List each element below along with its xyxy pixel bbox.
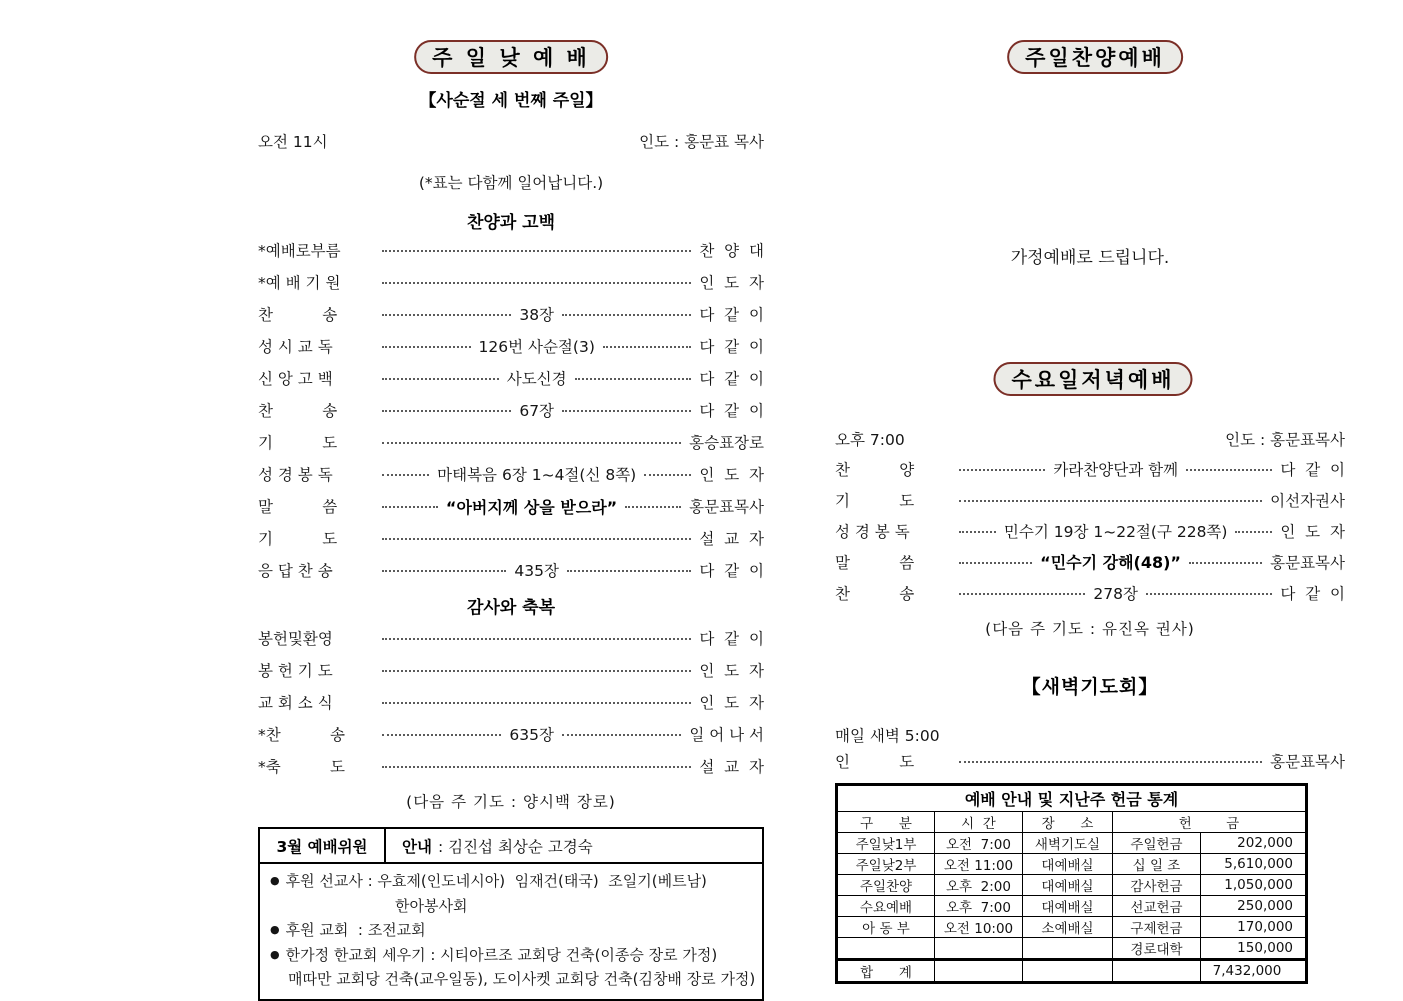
dotted-leader bbox=[382, 346, 471, 348]
dotted-leader bbox=[382, 250, 691, 252]
cell-time: 오전 7:00 bbox=[935, 833, 1023, 854]
item-label: 기 도 bbox=[835, 491, 915, 510]
dotted-leader bbox=[959, 761, 1262, 763]
dotted-leader bbox=[382, 570, 506, 572]
guide-names: : 김진섭 최상순 고경숙 bbox=[437, 837, 593, 856]
dotted-leader bbox=[382, 766, 691, 768]
table-title: 예배 안내 및 지난주 헌금 통계 bbox=[837, 785, 1307, 812]
cell-category: 수요예배 bbox=[837, 896, 935, 917]
item-performer: 설 교 자 bbox=[699, 530, 764, 548]
item-label: 성 경 봉 독 bbox=[258, 466, 333, 484]
worship-row bbox=[258, 622, 764, 654]
item-performer: 인 도 자 bbox=[699, 662, 764, 680]
church-planting-line-2 bbox=[268, 967, 754, 992]
cell-place: 새벽기도실 bbox=[1023, 833, 1113, 854]
worship-row bbox=[258, 362, 764, 394]
table-row bbox=[837, 854, 1307, 875]
dawn-prayer-time: 매일 새벽 5:00 bbox=[835, 727, 940, 745]
cell-category: 주일낮2부 bbox=[837, 854, 935, 875]
day-worship-title-badge bbox=[414, 40, 608, 74]
bullet-icon: ● bbox=[270, 947, 280, 961]
worship-row bbox=[835, 453, 1345, 484]
dotted-leader bbox=[562, 314, 691, 316]
item-detail: 635장 bbox=[509, 726, 554, 744]
worship-row bbox=[835, 484, 1345, 515]
dawn-prayer-title: 【새벽기도회】 bbox=[1021, 676, 1159, 698]
missionary-support-line bbox=[268, 869, 754, 894]
item-performer: 다 같 이 bbox=[1280, 460, 1346, 479]
cell-time: 오전 11:00 bbox=[935, 854, 1023, 875]
lent-subtitle: 【사순절 세 번째 주일】 bbox=[419, 91, 603, 111]
worship-row bbox=[258, 330, 764, 362]
bulletin-left-page bbox=[258, 0, 764, 992]
worship-row bbox=[258, 654, 764, 686]
church-planting-line bbox=[268, 943, 754, 968]
dotted-leader bbox=[382, 282, 691, 284]
col-header-offering: 헌 금 bbox=[1113, 812, 1307, 833]
total-label: 합 계 bbox=[837, 960, 935, 983]
cell-offering-name: 주일헌금 bbox=[1113, 833, 1201, 854]
item-performer: 다 같 이 bbox=[699, 562, 765, 580]
service-time: 오전 11시 bbox=[258, 133, 328, 151]
committee-box-header bbox=[260, 829, 762, 864]
dotted-leader bbox=[382, 734, 501, 736]
item-label: 성 경 봉 독 bbox=[835, 522, 910, 541]
item-label: 성 시 교 독 bbox=[258, 338, 333, 356]
march-committee-label: 3월 예배위원 bbox=[260, 829, 386, 862]
item-detail: 카라찬양단과 함께 bbox=[1053, 460, 1179, 479]
cell-place: 대예배실 bbox=[1023, 875, 1113, 896]
worship-row bbox=[258, 554, 764, 586]
item-detail: 126번 사순절(3) bbox=[478, 338, 595, 356]
worship-row bbox=[258, 458, 764, 490]
worship-row bbox=[258, 750, 764, 782]
stand-note: (*표는 다함께 일어납니다.) bbox=[418, 174, 604, 192]
bullet-icon: ● bbox=[270, 923, 280, 936]
cell-place bbox=[1023, 938, 1113, 960]
table-row bbox=[837, 875, 1307, 896]
item-performer: 찬 양 대 bbox=[699, 242, 764, 260]
wednesday-time: 오후 7:00 bbox=[835, 431, 905, 449]
bulletin-right-page bbox=[835, 0, 1345, 992]
usher-info bbox=[386, 829, 762, 862]
church-planting-text-2: 매따만 교회당 건축(교우일동), 도이사켓 교회당 건축(김창배 장로 가정) bbox=[288, 970, 756, 988]
worship-row bbox=[258, 234, 764, 266]
item-label: 말 씀 bbox=[258, 498, 338, 516]
committee-info-box bbox=[258, 827, 764, 1001]
section-thanks-blessing: 감사와 축복 bbox=[466, 598, 556, 618]
cell-offering-name: 선교헌금 bbox=[1113, 896, 1201, 917]
sermon-title: “민수기 강해(48)” bbox=[1040, 553, 1181, 572]
item-detail: 435장 bbox=[514, 562, 559, 580]
cell-time bbox=[935, 938, 1023, 960]
dotted-leader bbox=[644, 474, 691, 476]
item-label: 교 회 소 식 bbox=[258, 694, 333, 712]
missionary-support-text-2: 한아봉사회 bbox=[395, 896, 468, 915]
worship-row bbox=[835, 515, 1345, 546]
praise-worship-title-badge bbox=[1007, 40, 1183, 74]
worship-row bbox=[258, 718, 764, 750]
dotted-leader bbox=[382, 538, 691, 540]
cell-amount: 170,000 bbox=[1201, 917, 1307, 938]
table-row bbox=[837, 833, 1307, 854]
table-row bbox=[837, 896, 1307, 917]
dotted-leader bbox=[382, 314, 511, 316]
wednesday-leader: 인도 : 홍문표목사 bbox=[1225, 431, 1345, 449]
dotted-leader bbox=[959, 593, 1085, 595]
table-total-row bbox=[837, 960, 1307, 983]
worship-row bbox=[258, 266, 764, 298]
item-label: 인 도 bbox=[835, 753, 915, 771]
dotted-leader bbox=[382, 506, 438, 508]
cell-offering-name: 구제헌금 bbox=[1113, 917, 1201, 938]
item-performer: 설 교 자 bbox=[699, 758, 764, 776]
praise-worship-title: 주일찬양예배 bbox=[1025, 46, 1165, 70]
worship-row bbox=[258, 426, 764, 458]
cell-category: 주일낮1부 bbox=[837, 833, 935, 854]
missionary-support-line-2 bbox=[268, 894, 754, 919]
item-performer: 인 도 자 bbox=[1280, 522, 1345, 541]
cell-place: 대예배실 bbox=[1023, 896, 1113, 917]
worship-row bbox=[258, 394, 764, 426]
cell-category bbox=[837, 938, 935, 960]
cell-time: 오전 10:00 bbox=[935, 917, 1023, 938]
item-label: 봉 헌 기 도 bbox=[258, 662, 333, 680]
home-worship-note: 가정예배로 드립니다. bbox=[1010, 248, 1170, 268]
wednesday-order-list bbox=[835, 453, 1345, 608]
item-performer: 다 같 이 bbox=[699, 630, 764, 648]
dotted-leader bbox=[382, 638, 691, 640]
cell-offering-name: 경로대학 bbox=[1113, 938, 1201, 960]
item-performer: 홍문표목사 bbox=[1270, 553, 1345, 572]
cell-category: 아 동 부 bbox=[837, 917, 935, 938]
item-performer: 다 같 이 bbox=[699, 306, 764, 324]
item-label: *찬 송 bbox=[258, 726, 345, 744]
item-performer: 일 어 나 서 bbox=[689, 726, 764, 744]
dotted-leader bbox=[382, 442, 681, 444]
item-detail: 278장 bbox=[1093, 584, 1138, 603]
item-detail: 67장 bbox=[519, 402, 555, 420]
total-amount: 7,432,000 bbox=[1201, 960, 1307, 983]
item-label: 찬 송 bbox=[258, 306, 338, 324]
cell-amount: 202,000 bbox=[1201, 833, 1307, 854]
wednesday-worship-title-badge bbox=[993, 362, 1192, 396]
wednesday-worship-title: 수요일저녁예배 bbox=[1011, 368, 1175, 392]
cell-offering-name: 감사헌금 bbox=[1113, 875, 1201, 896]
dotted-leader bbox=[625, 506, 681, 508]
col-header-place: 장 소 bbox=[1023, 812, 1113, 833]
item-label: 찬 양 bbox=[835, 460, 915, 479]
church-support-line bbox=[268, 918, 754, 943]
dotted-leader bbox=[1186, 469, 1272, 471]
item-detail: 마태복음 6장 1~4절(신 8쪽) bbox=[437, 466, 637, 484]
wednesday-time-leader-row bbox=[835, 428, 1345, 450]
item-label: *축 도 bbox=[258, 758, 345, 776]
guide-label: 안내 bbox=[402, 837, 432, 856]
cell-time: 오후 7:00 bbox=[935, 896, 1023, 917]
dotted-leader bbox=[1235, 531, 1272, 533]
dotted-leader bbox=[382, 702, 691, 704]
dotted-leader bbox=[959, 531, 996, 533]
cell-amount: 5,610,000 bbox=[1201, 854, 1307, 875]
wednesday-next-week-prayer: (다음 주 기도 : 유진옥 권사) bbox=[985, 620, 1195, 638]
cell-category: 주일찬양 bbox=[837, 875, 935, 896]
dotted-leader bbox=[382, 474, 429, 476]
item-performer: 홍승표장로 bbox=[689, 434, 764, 452]
item-performer: 인 도 자 bbox=[699, 466, 765, 484]
dotted-leader bbox=[1189, 562, 1262, 564]
item-detail: 민수기 19장 1~22절(구 228쪽) bbox=[1003, 522, 1228, 541]
bullet-icon: ● bbox=[270, 874, 280, 887]
service-time-leader-row bbox=[258, 130, 764, 152]
item-performer: 홍문표목사 bbox=[689, 498, 764, 516]
dawn-leader-row bbox=[835, 745, 1345, 777]
worship-row bbox=[258, 522, 764, 554]
col-header-time: 시 간 bbox=[935, 812, 1023, 833]
item-detail: 사도신경 bbox=[506, 370, 567, 388]
col-header-category: 구 분 bbox=[837, 812, 935, 833]
worship-row bbox=[835, 577, 1345, 608]
item-performer: 홍문표목사 bbox=[1270, 753, 1345, 771]
next-week-prayer: (다음 주 기도 : 양시백 장로) bbox=[406, 793, 616, 811]
table-row bbox=[837, 917, 1307, 938]
cell-place: 대예배실 bbox=[1023, 854, 1113, 875]
committee-box-body bbox=[260, 864, 762, 999]
worship-order-list-1 bbox=[258, 234, 764, 586]
offering-stats-table bbox=[835, 783, 1308, 984]
item-performer: 다 같 이 bbox=[699, 338, 765, 356]
item-label: 찬 송 bbox=[258, 402, 338, 420]
item-performer: 인 도 자 bbox=[699, 274, 764, 292]
cell-amount: 150,000 bbox=[1201, 938, 1307, 960]
item-performer: 다 같 이 bbox=[699, 370, 765, 388]
worship-row bbox=[258, 490, 764, 522]
dotted-leader bbox=[959, 500, 1262, 502]
dotted-leader bbox=[562, 734, 681, 736]
worship-row bbox=[835, 546, 1345, 577]
dotted-leader bbox=[382, 410, 511, 412]
dotted-leader bbox=[567, 570, 691, 572]
missionary-support-text: 후원 선교사 : 우효제(인도네시아) 임재건(태국) 조일기(베트남) bbox=[285, 872, 707, 890]
dotted-leader bbox=[575, 378, 692, 380]
worship-row bbox=[258, 298, 764, 330]
empty-cell bbox=[1113, 960, 1201, 983]
church-support-text: 후원 교회 : 조전교회 bbox=[285, 921, 426, 939]
cell-offering-name: 십 일 조 bbox=[1113, 854, 1201, 875]
item-performer: 이선자권사 bbox=[1270, 491, 1345, 510]
item-label: 찬 송 bbox=[835, 584, 915, 603]
dotted-leader bbox=[382, 378, 499, 380]
item-label: 신 앙 고 백 bbox=[258, 370, 333, 388]
dotted-leader bbox=[603, 346, 692, 348]
item-performer: 인 도 자 bbox=[699, 694, 764, 712]
item-label: 말 씀 bbox=[835, 553, 915, 572]
sermon-title: “아버지께 상을 받으라” bbox=[445, 497, 618, 517]
item-performer: 다 같 이 bbox=[1280, 584, 1346, 603]
dotted-leader bbox=[562, 410, 691, 412]
service-leader: 인도 : 홍문표 목사 bbox=[639, 133, 764, 151]
item-detail: 38장 bbox=[519, 306, 555, 324]
table-row bbox=[837, 938, 1307, 960]
cell-time: 오후 2:00 bbox=[935, 875, 1023, 896]
cell-amount: 1,050,000 bbox=[1201, 875, 1307, 896]
item-label: 기 도 bbox=[258, 530, 338, 548]
church-planting-text: 한가정 한교회 세우기 : 시티아르조 교회당 건축(이종승 장로 가정) bbox=[285, 945, 718, 964]
item-label: *예배로부름 bbox=[258, 242, 341, 260]
cell-place: 소예배실 bbox=[1023, 917, 1113, 938]
worship-order-list-2 bbox=[258, 622, 764, 782]
item-label: 봉헌및환영 bbox=[258, 630, 333, 648]
item-performer: 다 같 이 bbox=[699, 402, 764, 420]
dotted-leader bbox=[1146, 593, 1272, 595]
dotted-leader bbox=[959, 469, 1045, 471]
worship-row bbox=[258, 686, 764, 718]
empty-cell bbox=[1023, 960, 1113, 983]
dotted-leader bbox=[382, 670, 691, 672]
item-label: 기 도 bbox=[258, 434, 338, 452]
item-label: 응 답 찬 송 bbox=[258, 562, 333, 580]
dotted-leader bbox=[959, 562, 1032, 564]
section-praise-confession: 찬양과 고백 bbox=[466, 213, 556, 233]
empty-cell bbox=[935, 960, 1023, 983]
item-label: *예 배 기 원 bbox=[258, 274, 341, 292]
day-worship-title: 주 일 낮 예 배 bbox=[432, 46, 590, 70]
cell-amount: 250,000 bbox=[1201, 896, 1307, 917]
